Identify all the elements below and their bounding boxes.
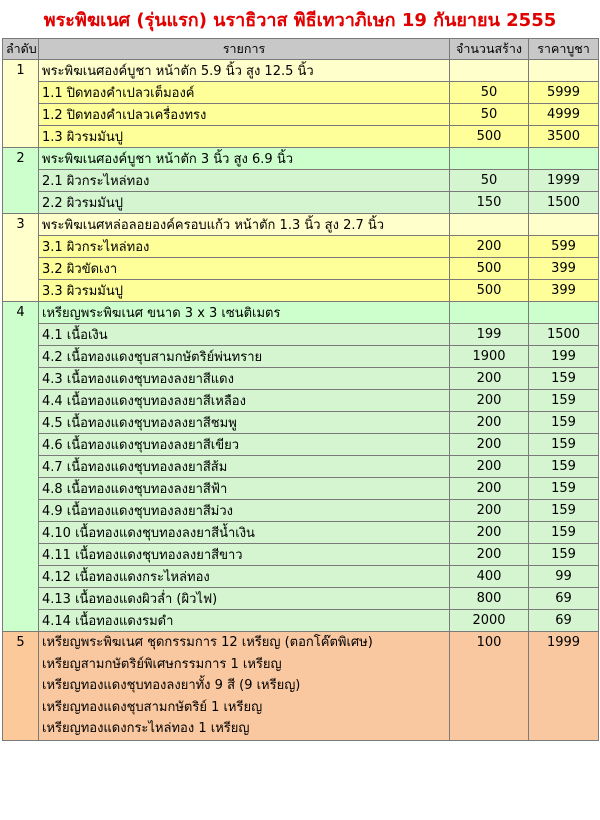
item-name: 4.3 เนื้อทองแดงชุบทองลงยาสีแดง bbox=[39, 368, 450, 390]
item-price: 399 bbox=[529, 258, 599, 280]
item-name: 4.4 เนื้อทองแดงชุบทองลงยาสีเหลือง bbox=[39, 390, 450, 412]
item-qty: 200 bbox=[450, 544, 529, 566]
empty-cell bbox=[450, 148, 529, 170]
header-no: ลำดับ bbox=[3, 39, 39, 60]
set-price: 1999 bbox=[529, 632, 599, 741]
item-price: 1500 bbox=[529, 324, 599, 346]
item-name: 1.1 ปิดทองคำเปลวเต็มองค์ bbox=[39, 82, 450, 104]
item-price: 399 bbox=[529, 280, 599, 302]
table-row bbox=[3, 390, 599, 412]
item-price: 159 bbox=[529, 500, 599, 522]
table-row bbox=[3, 258, 599, 280]
set-line: เหรียญทองแดงกระไหล่ทอง 1 เหรียญ bbox=[42, 721, 250, 737]
item-name: 4.13 เนื้อทองแดงผิวล่ำ (ผิวไฟ) bbox=[39, 588, 450, 610]
item-price: 159 bbox=[529, 544, 599, 566]
table-row bbox=[3, 412, 599, 434]
item-name: 4.6 เนื้อทองแดงชุบทองลงยาสีเขียว bbox=[39, 434, 450, 456]
set-line: เหรียญพระพิฆเนศ ชุดกรรมการ 12 เหรียญ (ตอกโค๊ตพิเศษ) bbox=[42, 635, 373, 650]
item-qty: 1900 bbox=[450, 346, 529, 368]
item-qty: 800 bbox=[450, 588, 529, 610]
table-row bbox=[3, 566, 599, 588]
group-number: 2 bbox=[3, 148, 39, 214]
group-number: 1 bbox=[3, 60, 39, 148]
set-qty: 100 bbox=[450, 632, 529, 741]
item-qty: 200 bbox=[450, 500, 529, 522]
item-name: 4.8 เนื้อทองแดงชุบทองลงยาสีฟ้า bbox=[39, 478, 450, 500]
item-price: 99 bbox=[529, 566, 599, 588]
table-row bbox=[3, 434, 599, 456]
item-name: 4.9 เนื้อทองแดงชุบทองลงยาสีม่วง bbox=[39, 500, 450, 522]
item-qty: 200 bbox=[450, 390, 529, 412]
item-qty: 200 bbox=[450, 456, 529, 478]
item-name: 2.1 ผิวกระไหล่ทอง bbox=[39, 170, 450, 192]
item-qty: 200 bbox=[450, 478, 529, 500]
item-name: 2.2 ผิวรมมันปู bbox=[39, 192, 450, 214]
set-lines bbox=[39, 632, 450, 741]
item-qty: 200 bbox=[450, 434, 529, 456]
item-name: 4.11 เนื้อทองแดงชุบทองลงยาสีขาว bbox=[39, 544, 450, 566]
table-row bbox=[3, 456, 599, 478]
item-name: 4.14 เนื้อทองแดงรมดำ bbox=[39, 610, 450, 632]
header-qty: จำนวนสร้าง bbox=[450, 39, 529, 60]
table-row bbox=[3, 324, 599, 346]
item-qty: 200 bbox=[450, 412, 529, 434]
item-price: 159 bbox=[529, 434, 599, 456]
item-name: 3.1 ผิวกระไหล่ทอง bbox=[39, 236, 450, 258]
set-line: เหรียญทองแดงชุบทองลงยาทั้ง 9 สี (9 เหรียญ) bbox=[42, 678, 301, 694]
item-price: 159 bbox=[529, 390, 599, 412]
price-table bbox=[2, 38, 599, 741]
item-price: 5999 bbox=[529, 82, 599, 104]
item-price: 159 bbox=[529, 456, 599, 478]
item-qty: 50 bbox=[450, 170, 529, 192]
table-row bbox=[3, 192, 599, 214]
item-name: 1.3 ผิวรมมันปู bbox=[39, 126, 450, 148]
empty-cell bbox=[450, 214, 529, 236]
table-row bbox=[3, 588, 599, 610]
table-row bbox=[3, 478, 599, 500]
item-name: 4.7 เนื้อทองแดงชุบทองลงยาสีส้ม bbox=[39, 456, 450, 478]
page-title: พระพิฆเนศ (รุ่นแรก) นราธิวาส พิธีเทวาภิเษก 19 กันยายน 2555 bbox=[43, 9, 557, 31]
item-qty: 200 bbox=[450, 522, 529, 544]
table-row bbox=[3, 544, 599, 566]
item-name: 4.10 เนื้อทองแดงชุบทองลงยาสีน้ำเงิน bbox=[39, 522, 450, 544]
table-row bbox=[3, 610, 599, 632]
group-number: 4 bbox=[3, 302, 39, 632]
group-title-row bbox=[3, 302, 599, 324]
item-name: 1.2 ปิดทองคำเปลวเครื่องทรง bbox=[39, 104, 450, 126]
table-row bbox=[3, 126, 599, 148]
item-price: 1500 bbox=[529, 192, 599, 214]
empty-cell bbox=[450, 302, 529, 324]
group-title-row bbox=[3, 148, 599, 170]
item-qty: 199 bbox=[450, 324, 529, 346]
item-qty: 500 bbox=[450, 258, 529, 280]
header-price: ราคาบูชา bbox=[529, 39, 599, 60]
item-price: 159 bbox=[529, 522, 599, 544]
item-price: 159 bbox=[529, 412, 599, 434]
empty-cell bbox=[529, 214, 599, 236]
item-name: 3.2 ผิวขัดเงา bbox=[39, 258, 450, 280]
item-name: 4.5 เนื้อทองแดงชุบทองลงยาสีชมพู bbox=[39, 412, 450, 434]
empty-cell bbox=[529, 60, 599, 82]
empty-cell bbox=[450, 60, 529, 82]
item-price: 69 bbox=[529, 588, 599, 610]
item-qty: 200 bbox=[450, 368, 529, 390]
table-row bbox=[3, 522, 599, 544]
item-qty: 50 bbox=[450, 104, 529, 126]
item-name: 4.12 เนื้อทองแดงกระไหล่ทอง bbox=[39, 566, 450, 588]
group-title: พระพิฆเนศองค์บูชา หน้าตัก 3 นิ้ว สูง 6.9 นิ้ว bbox=[39, 148, 450, 170]
item-price: 69 bbox=[529, 610, 599, 632]
table-header-row bbox=[3, 39, 599, 60]
item-qty: 400 bbox=[450, 566, 529, 588]
table-row bbox=[3, 104, 599, 126]
table-body bbox=[3, 60, 599, 741]
group-title: พระพิฆเนศหล่อลอยองค์ครอบแก้ว หน้าตัก 1.3 นิ้ว สูง 2.7 นิ้ว bbox=[39, 214, 450, 236]
table-row bbox=[3, 170, 599, 192]
item-price: 1999 bbox=[529, 170, 599, 192]
item-qty: 50 bbox=[450, 82, 529, 104]
item-price: 159 bbox=[529, 478, 599, 500]
set-number: 5 bbox=[3, 632, 39, 741]
item-price: 599 bbox=[529, 236, 599, 258]
table-row bbox=[3, 368, 599, 390]
item-price: 4999 bbox=[529, 104, 599, 126]
table-row bbox=[3, 236, 599, 258]
item-name: 4.1 เนื้อเงิน bbox=[39, 324, 450, 346]
item-price: 199 bbox=[529, 346, 599, 368]
group-title: พระพิฆเนศองค์บูชา หน้าตัก 5.9 นิ้ว สูง 12.5 นิ้ว bbox=[39, 60, 450, 82]
set-row bbox=[3, 632, 599, 741]
item-qty: 2000 bbox=[450, 610, 529, 632]
item-qty: 500 bbox=[450, 126, 529, 148]
table-row bbox=[3, 500, 599, 522]
table-row bbox=[3, 346, 599, 368]
item-name: 4.2 เนื้อทองแดงชุบสามกษัตริย์พ่นทราย bbox=[39, 346, 450, 368]
item-price: 3500 bbox=[529, 126, 599, 148]
item-qty: 200 bbox=[450, 236, 529, 258]
group-title-row bbox=[3, 214, 599, 236]
item-name: 3.3 ผิวรมมันปู bbox=[39, 280, 450, 302]
set-line: เหรียญสามกษัตริย์พิเศษกรรมการ 1 เหรียญ bbox=[42, 656, 282, 672]
empty-cell bbox=[529, 302, 599, 324]
table-row bbox=[3, 82, 599, 104]
group-number: 3 bbox=[3, 214, 39, 302]
header-item: รายการ bbox=[39, 39, 450, 60]
empty-cell bbox=[529, 148, 599, 170]
item-qty: 500 bbox=[450, 280, 529, 302]
item-price: 159 bbox=[529, 368, 599, 390]
table-row bbox=[3, 280, 599, 302]
set-line: เหรียญทองแดงชุบสามกษัตริย์ 1 เหรียญ bbox=[42, 699, 263, 715]
group-title-row bbox=[3, 60, 599, 82]
item-qty: 150 bbox=[450, 192, 529, 214]
group-title: เหรียญพระพิฆเนศ ขนาด 3 x 3 เซนติเมตร bbox=[39, 302, 450, 324]
